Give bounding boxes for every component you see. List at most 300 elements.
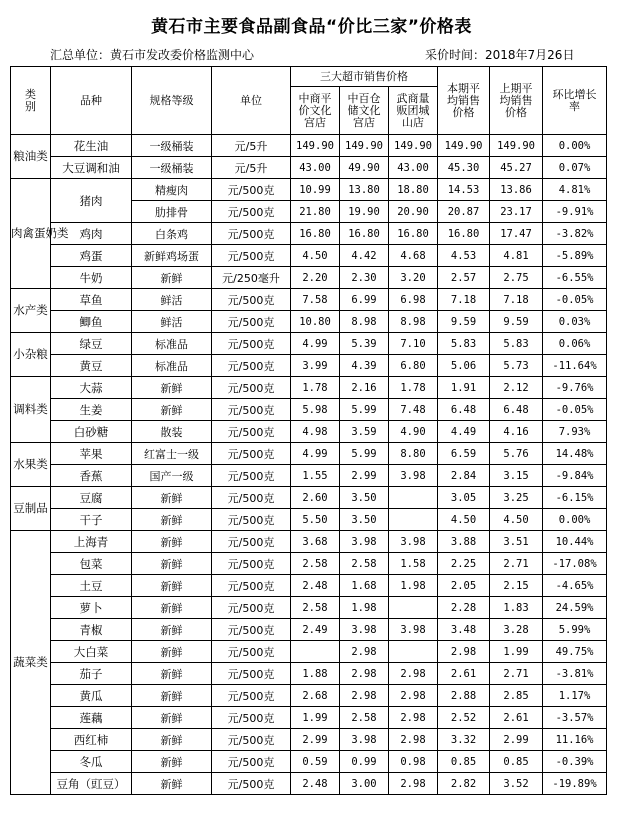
table-row [11, 663, 607, 685]
previous-avg-cell: 45.27 [490, 157, 543, 179]
store-1-price-cell: 10.80 [291, 311, 340, 333]
store-3-price-cell: 8.98 [389, 311, 438, 333]
product-name-cell: 茄子 [51, 663, 132, 685]
previous-avg-cell: 1.83 [490, 597, 543, 619]
unit-cell: 元/500克 [212, 509, 291, 531]
store-3-price-cell: 3.98 [389, 465, 438, 487]
grade-cell: 新鲜 [132, 575, 212, 597]
store-1-price-cell: 2.48 [291, 773, 340, 795]
product-name-cell: 黄豆 [51, 355, 132, 377]
previous-avg-cell: 2.71 [490, 663, 543, 685]
unit-cell: 元/500克 [212, 487, 291, 509]
grade-cell: 一级桶装 [132, 135, 212, 157]
unit-cell: 元/500克 [212, 531, 291, 553]
current-avg-cell: 3.88 [438, 531, 490, 553]
grade-cell: 新鲜 [132, 487, 212, 509]
current-avg-cell: 4.53 [438, 245, 490, 267]
unit-cell: 元/500克 [212, 443, 291, 465]
header-supermarket-group: 三大超市销售价格 [291, 67, 438, 87]
product-name-cell: 苹果 [51, 443, 132, 465]
store-3-price-cell: 4.68 [389, 245, 438, 267]
unit-cell: 元/500克 [212, 663, 291, 685]
category-cell: 肉禽蛋奶类 [11, 179, 51, 289]
grade-cell: 新鲜鸡场蛋 [132, 245, 212, 267]
unit-cell: 元/500克 [212, 289, 291, 311]
product-name-cell: 黄瓜 [51, 685, 132, 707]
grade-cell: 新鲜 [132, 597, 212, 619]
unit-cell: 元/500克 [212, 773, 291, 795]
store-2-price-cell: 1.98 [340, 597, 389, 619]
table-row [11, 465, 607, 487]
current-avg-cell: 2.61 [438, 663, 490, 685]
table-row [11, 487, 607, 509]
current-avg-cell: 5.83 [438, 333, 490, 355]
store-3-price-cell [389, 641, 438, 663]
store-2-price-cell: 5.99 [340, 443, 389, 465]
grade-cell: 鲜活 [132, 311, 212, 333]
store-1-price-cell: 7.58 [291, 289, 340, 311]
grade-cell: 散装 [132, 421, 212, 443]
unit-cell: 元/5升 [212, 157, 291, 179]
store-3-price-cell: 6.98 [389, 289, 438, 311]
store-3-price-cell: 0.98 [389, 751, 438, 773]
product-name-cell: 莲藕 [51, 707, 132, 729]
category-cell: 蔬菜类 [11, 531, 51, 795]
previous-avg-cell: 4.16 [490, 421, 543, 443]
grade-cell: 新鲜 [132, 751, 212, 773]
current-avg-cell: 7.18 [438, 289, 490, 311]
header-category: 类别 [11, 67, 51, 135]
unit-cell: 元/5升 [212, 135, 291, 157]
collection-date-label: 采价时间：2018年7月26日 [425, 48, 575, 62]
table-row [11, 289, 607, 311]
store-1-price-cell: 2.58 [291, 597, 340, 619]
store-2-price-cell: 2.58 [340, 553, 389, 575]
current-avg-cell: 3.32 [438, 729, 490, 751]
store-1-price-cell: 4.99 [291, 443, 340, 465]
change-rate-cell: -9.84% [543, 465, 607, 487]
unit-cell: 元/500克 [212, 245, 291, 267]
unit-cell: 元/500克 [212, 707, 291, 729]
previous-avg-cell: 4.50 [490, 509, 543, 531]
current-avg-cell: 2.25 [438, 553, 490, 575]
store-2-price-cell: 2.58 [340, 707, 389, 729]
unit-cell: 元/500克 [212, 311, 291, 333]
table-row [11, 685, 607, 707]
current-avg-cell: 2.28 [438, 597, 490, 619]
store-1-price-cell: 1.99 [291, 707, 340, 729]
product-name-cell: 豆腐 [51, 487, 132, 509]
product-name-cell: 生姜 [51, 399, 132, 421]
store-3-price-cell: 6.80 [389, 355, 438, 377]
change-rate-cell: 0.07% [543, 157, 607, 179]
store-1-price-cell: 1.88 [291, 663, 340, 685]
unit-cell: 元/500克 [212, 641, 291, 663]
header-product: 品种 [51, 67, 132, 135]
grade-cell: 新鲜 [132, 707, 212, 729]
grade-cell: 新鲜 [132, 377, 212, 399]
header-avg-previous: 上期平均销售价格 [490, 67, 543, 135]
change-rate-cell: 0.00% [543, 509, 607, 531]
current-avg-cell: 1.91 [438, 377, 490, 399]
current-avg-cell: 4.49 [438, 421, 490, 443]
change-rate-cell: -17.08% [543, 553, 607, 575]
current-avg-cell: 6.59 [438, 443, 490, 465]
product-name-cell: 花生油 [51, 135, 132, 157]
table-row [11, 179, 607, 201]
grade-cell: 新鲜 [132, 619, 212, 641]
unit-cell: 元/500克 [212, 179, 291, 201]
store-3-price-cell: 2.98 [389, 729, 438, 751]
table-row [11, 597, 607, 619]
store-1-price-cell: 149.90 [291, 135, 340, 157]
product-name-cell: 干子 [51, 509, 132, 531]
store-2-price-cell: 5.99 [340, 399, 389, 421]
store-3-price-cell: 3.98 [389, 619, 438, 641]
grade-cell: 新鲜 [132, 729, 212, 751]
current-avg-cell: 20.87 [438, 201, 490, 223]
product-name-cell: 青椒 [51, 619, 132, 641]
store-3-price-cell [389, 509, 438, 531]
store-2-price-cell: 0.99 [340, 751, 389, 773]
change-rate-cell: -0.05% [543, 399, 607, 421]
table-row [11, 355, 607, 377]
store-3-price-cell: 16.80 [389, 223, 438, 245]
change-rate-cell: -3.81% [543, 663, 607, 685]
category-cell: 豆制品 [11, 487, 51, 531]
previous-avg-cell: 3.25 [490, 487, 543, 509]
current-avg-cell: 2.98 [438, 641, 490, 663]
grade-cell: 白条鸡 [132, 223, 212, 245]
grade-cell: 一级桶装 [132, 157, 212, 179]
grade-cell: 红富士一级 [132, 443, 212, 465]
store-1-price-cell: 21.80 [291, 201, 340, 223]
header-avg-current: 本期平均销售价格 [438, 67, 490, 135]
store-2-price-cell: 4.42 [340, 245, 389, 267]
table-row [11, 421, 607, 443]
header-unit: 单位 [212, 67, 291, 135]
store-2-price-cell: 3.98 [340, 729, 389, 751]
table-row [11, 311, 607, 333]
change-rate-cell: 5.99% [543, 619, 607, 641]
table-row [11, 751, 607, 773]
previous-avg-cell: 13.86 [490, 179, 543, 201]
unit-cell: 元/500克 [212, 377, 291, 399]
unit-cell: 元/500克 [212, 597, 291, 619]
product-name-cell: 鸡肉 [51, 223, 132, 245]
grade-cell: 肋排骨 [132, 201, 212, 223]
unit-cell: 元/500克 [212, 553, 291, 575]
store-3-price-cell: 3.20 [389, 267, 438, 289]
store-1-price-cell: 4.98 [291, 421, 340, 443]
store-3-price-cell: 2.98 [389, 685, 438, 707]
previous-avg-cell: 9.59 [490, 311, 543, 333]
store-1-price-cell: 3.99 [291, 355, 340, 377]
store-2-price-cell: 4.39 [340, 355, 389, 377]
table-row [11, 223, 607, 245]
store-3-price-cell: 2.98 [389, 773, 438, 795]
store-3-price-cell: 2.98 [389, 707, 438, 729]
current-avg-cell: 16.80 [438, 223, 490, 245]
store-1-price-cell: 2.58 [291, 553, 340, 575]
previous-avg-cell: 17.47 [490, 223, 543, 245]
previous-avg-cell: 1.99 [490, 641, 543, 663]
previous-avg-cell: 2.99 [490, 729, 543, 751]
current-avg-cell: 3.05 [438, 487, 490, 509]
store-3-price-cell: 149.90 [389, 135, 438, 157]
table-row [11, 135, 607, 157]
table-row [11, 399, 607, 421]
grade-cell: 标准品 [132, 333, 212, 355]
current-avg-cell: 149.90 [438, 135, 490, 157]
previous-avg-cell: 5.73 [490, 355, 543, 377]
previous-avg-cell: 149.90 [490, 135, 543, 157]
unit-cell: 元/500克 [212, 223, 291, 245]
store-3-price-cell: 1.78 [389, 377, 438, 399]
store-2-price-cell: 2.30 [340, 267, 389, 289]
product-name-cell: 大豆调和油 [51, 157, 132, 179]
store-2-price-cell: 6.99 [340, 289, 389, 311]
table-row [11, 575, 607, 597]
current-avg-cell: 0.85 [438, 751, 490, 773]
store-3-price-cell: 7.48 [389, 399, 438, 421]
header-store-2: 中百仓储文化宫店 [340, 87, 389, 135]
unit-cell: 元/500克 [212, 201, 291, 223]
grade-cell: 新鲜 [132, 641, 212, 663]
current-avg-cell: 2.82 [438, 773, 490, 795]
change-rate-cell: 10.44% [543, 531, 607, 553]
product-name-cell: 土豆 [51, 575, 132, 597]
table-row [11, 509, 607, 531]
store-3-price-cell: 7.10 [389, 333, 438, 355]
store-2-price-cell: 3.59 [340, 421, 389, 443]
store-1-price-cell: 2.68 [291, 685, 340, 707]
store-1-price-cell: 4.99 [291, 333, 340, 355]
unit-cell: 元/500克 [212, 399, 291, 421]
product-name-cell: 西红柿 [51, 729, 132, 751]
previous-avg-cell: 2.61 [490, 707, 543, 729]
current-avg-cell: 9.59 [438, 311, 490, 333]
unit-cell: 元/500克 [212, 355, 291, 377]
grade-cell: 国产一级 [132, 465, 212, 487]
current-avg-cell: 4.50 [438, 509, 490, 531]
store-2-price-cell: 5.39 [340, 333, 389, 355]
store-1-price-cell: 5.50 [291, 509, 340, 531]
change-rate-cell: 11.16% [543, 729, 607, 751]
product-name-cell: 大蒜 [51, 377, 132, 399]
change-rate-cell: -6.55% [543, 267, 607, 289]
header-store-3: 武商量贩团城山店 [389, 87, 438, 135]
product-name-cell: 冬瓜 [51, 751, 132, 773]
current-avg-cell: 2.05 [438, 575, 490, 597]
header-change-rate: 环比增长率 [543, 67, 607, 135]
store-1-price-cell: 5.98 [291, 399, 340, 421]
table-row [11, 641, 607, 663]
product-name-cell: 草鱼 [51, 289, 132, 311]
change-rate-cell: 1.17% [543, 685, 607, 707]
grade-cell: 新鲜 [132, 553, 212, 575]
product-name-cell: 香蕉 [51, 465, 132, 487]
current-avg-cell: 2.52 [438, 707, 490, 729]
previous-avg-cell: 3.28 [490, 619, 543, 641]
store-3-price-cell: 4.90 [389, 421, 438, 443]
change-rate-cell: -9.91% [543, 201, 607, 223]
store-1-price-cell [291, 641, 340, 663]
table-body [11, 135, 607, 795]
product-name-cell: 鸡蛋 [51, 245, 132, 267]
product-name-cell: 鲫鱼 [51, 311, 132, 333]
store-3-price-cell: 1.98 [389, 575, 438, 597]
store-3-price-cell: 1.58 [389, 553, 438, 575]
grade-cell: 新鲜 [132, 399, 212, 421]
price-table [10, 66, 607, 795]
store-2-price-cell: 19.90 [340, 201, 389, 223]
store-2-price-cell: 2.98 [340, 663, 389, 685]
unit-cell: 元/500克 [212, 751, 291, 773]
table-row [11, 729, 607, 751]
change-rate-cell: -11.64% [543, 355, 607, 377]
category-cell: 粮油类 [11, 135, 51, 179]
unit-cell: 元/250毫升 [212, 267, 291, 289]
store-2-price-cell: 2.98 [340, 641, 389, 663]
previous-avg-cell: 5.76 [490, 443, 543, 465]
store-1-price-cell: 2.99 [291, 729, 340, 751]
change-rate-cell: 0.00% [543, 135, 607, 157]
unit-cell: 元/500克 [212, 575, 291, 597]
previous-avg-cell: 2.75 [490, 267, 543, 289]
store-1-price-cell: 4.50 [291, 245, 340, 267]
change-rate-cell: 0.03% [543, 311, 607, 333]
category-cell: 小杂粮 [11, 333, 51, 377]
table-row [11, 267, 607, 289]
previous-avg-cell: 3.51 [490, 531, 543, 553]
previous-avg-cell: 2.15 [490, 575, 543, 597]
store-1-price-cell: 1.55 [291, 465, 340, 487]
change-rate-cell: -0.39% [543, 751, 607, 773]
previous-avg-cell: 3.15 [490, 465, 543, 487]
current-avg-cell: 3.48 [438, 619, 490, 641]
grade-cell: 新鲜 [132, 663, 212, 685]
table-row [11, 333, 607, 355]
category-cell: 水产类 [11, 289, 51, 333]
product-name-cell: 白砂糖 [51, 421, 132, 443]
store-2-price-cell: 2.16 [340, 377, 389, 399]
store-1-price-cell: 16.80 [291, 223, 340, 245]
change-rate-cell: -6.15% [543, 487, 607, 509]
store-3-price-cell: 20.90 [389, 201, 438, 223]
table-row [11, 619, 607, 641]
change-rate-cell: -9.76% [543, 377, 607, 399]
store-2-price-cell: 1.68 [340, 575, 389, 597]
store-2-price-cell: 8.98 [340, 311, 389, 333]
grade-cell: 鲜活 [132, 289, 212, 311]
store-2-price-cell: 2.98 [340, 685, 389, 707]
table-row [11, 245, 607, 267]
product-name-cell: 包菜 [51, 553, 132, 575]
previous-avg-cell: 23.17 [490, 201, 543, 223]
change-rate-cell: 24.59% [543, 597, 607, 619]
store-1-price-cell: 1.78 [291, 377, 340, 399]
unit-cell: 元/500克 [212, 729, 291, 751]
grade-cell: 精瘦肉 [132, 179, 212, 201]
current-avg-cell: 45.30 [438, 157, 490, 179]
store-1-price-cell: 2.49 [291, 619, 340, 641]
store-2-price-cell: 3.00 [340, 773, 389, 795]
page-title: 黄石市主要食品副食品“价比三家”价格表 [151, 17, 472, 37]
current-avg-cell: 6.48 [438, 399, 490, 421]
store-2-price-cell: 49.90 [340, 157, 389, 179]
previous-avg-cell: 2.71 [490, 553, 543, 575]
product-name-cell: 绿豆 [51, 333, 132, 355]
product-name-cell: 萝卜 [51, 597, 132, 619]
table-row [11, 443, 607, 465]
change-rate-cell: -19.89% [543, 773, 607, 795]
grade-cell: 新鲜 [132, 267, 212, 289]
store-1-price-cell: 0.59 [291, 751, 340, 773]
unit-cell: 元/500克 [212, 333, 291, 355]
store-2-price-cell: 3.50 [340, 509, 389, 531]
product-name-cell: 上海青 [51, 531, 132, 553]
store-2-price-cell: 149.90 [340, 135, 389, 157]
change-rate-cell: 4.81% [543, 179, 607, 201]
table-row [11, 553, 607, 575]
change-rate-cell: -3.57% [543, 707, 607, 729]
previous-avg-cell: 3.52 [490, 773, 543, 795]
change-rate-cell: 0.06% [543, 333, 607, 355]
grade-cell: 标准品 [132, 355, 212, 377]
product-name-cell: 猪肉 [51, 179, 132, 223]
grade-cell: 新鲜 [132, 531, 212, 553]
change-rate-cell: 7.93% [543, 421, 607, 443]
product-name-cell: 牛奶 [51, 267, 132, 289]
change-rate-cell: -5.89% [543, 245, 607, 267]
product-name-cell: 大白菜 [51, 641, 132, 663]
change-rate-cell: -0.05% [543, 289, 607, 311]
grade-cell: 新鲜 [132, 685, 212, 707]
change-rate-cell: 49.75% [543, 641, 607, 663]
store-3-price-cell: 3.98 [389, 531, 438, 553]
table-row [11, 531, 607, 553]
store-1-price-cell: 2.20 [291, 267, 340, 289]
current-avg-cell: 2.84 [438, 465, 490, 487]
table-row [11, 707, 607, 729]
unit-cell: 元/500克 [212, 421, 291, 443]
category-cell: 调料类 [11, 377, 51, 443]
current-avg-cell: 14.53 [438, 179, 490, 201]
store-2-price-cell: 13.80 [340, 179, 389, 201]
store-2-price-cell: 3.98 [340, 531, 389, 553]
store-2-price-cell: 3.50 [340, 487, 389, 509]
store-3-price-cell: 2.98 [389, 663, 438, 685]
table-row [11, 377, 607, 399]
unit-cell: 元/500克 [212, 619, 291, 641]
change-rate-cell: 14.48% [543, 443, 607, 465]
change-rate-cell: -4.65% [543, 575, 607, 597]
product-name-cell: 豆角（豇豆） [51, 773, 132, 795]
store-3-price-cell: 18.80 [389, 179, 438, 201]
store-3-price-cell [389, 597, 438, 619]
table-row [11, 773, 607, 795]
store-2-price-cell: 3.98 [340, 619, 389, 641]
unit-cell: 元/500克 [212, 685, 291, 707]
previous-avg-cell: 2.12 [490, 377, 543, 399]
store-1-price-cell: 10.99 [291, 179, 340, 201]
store-1-price-cell: 3.68 [291, 531, 340, 553]
header-store-1: 中商平价文化宫店 [291, 87, 340, 135]
previous-avg-cell: 5.83 [490, 333, 543, 355]
category-cell: 水果类 [11, 443, 51, 487]
grade-cell: 新鲜 [132, 509, 212, 531]
